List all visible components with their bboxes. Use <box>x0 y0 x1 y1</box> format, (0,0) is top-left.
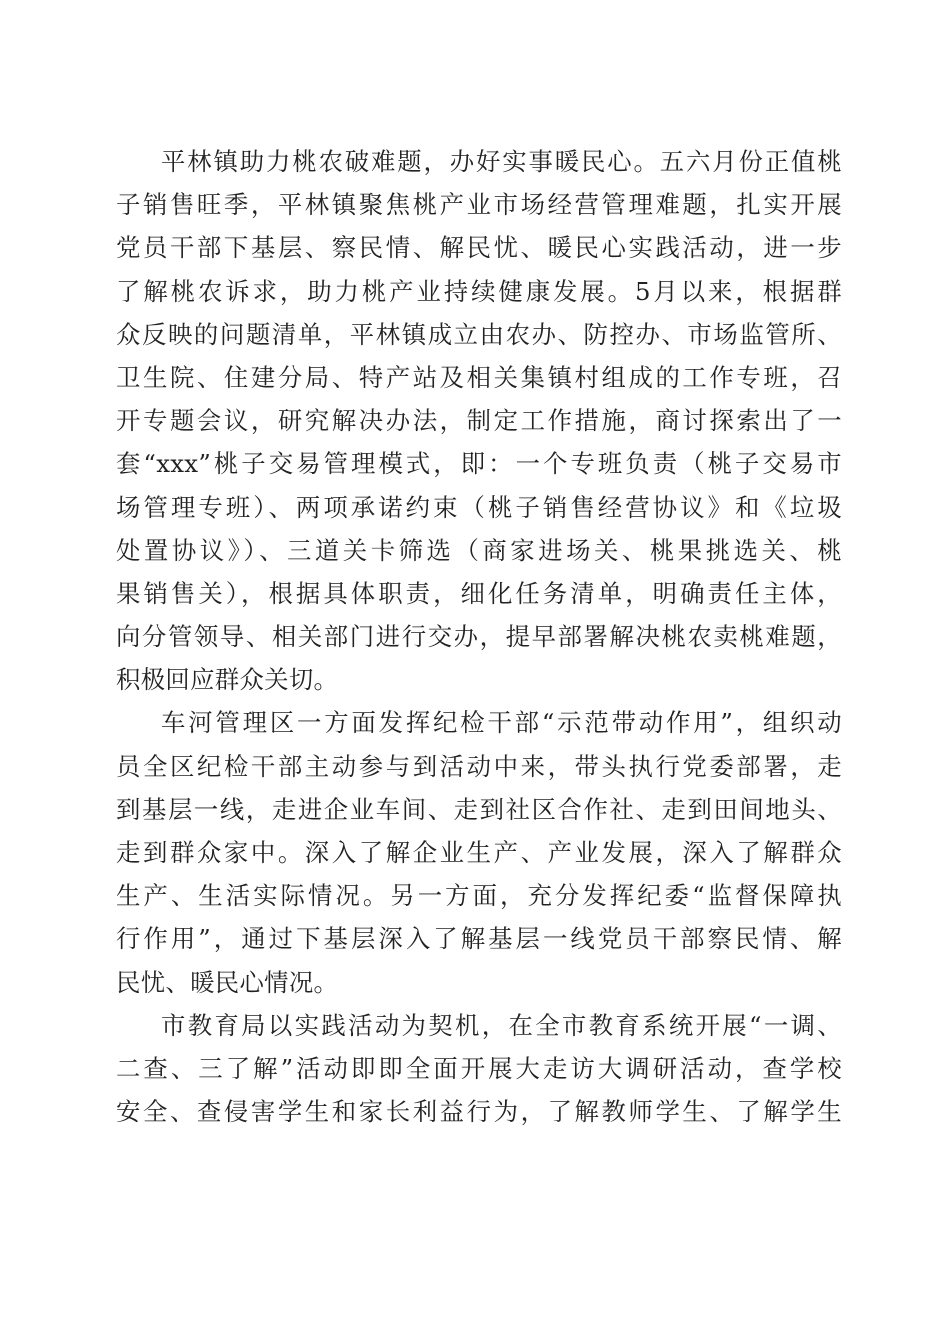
paragraph-line: 众反映的问题清单，平林镇成立由农办、防控办、市场监管所、 <box>116 319 842 349</box>
paragraph-line: 民忧、暖民心情况。 <box>116 967 339 997</box>
paragraph-line: 套“xxx”桃子交易管理模式，即：一个专班负责（桃子交易市 <box>116 449 842 479</box>
paragraph-line: 安全、查侵害学生和家长利益行为，了解教师学生、了解学生 <box>116 1097 842 1127</box>
paragraph-line: 积极回应群众关切。 <box>116 665 339 695</box>
paragraph-line: 开专题会议，研究解决办法，制定工作措施，商讨探索出了一 <box>116 406 842 436</box>
paragraph-line: 走到群众家中。深入了解企业生产、产业发展，深入了解群众 <box>116 838 842 867</box>
paragraph-line: 二查、三了解”活动即即全面开展大走访大调研活动，查学校 <box>116 1053 842 1083</box>
document-body <box>116 140 842 1133</box>
paragraph-line: 卫生院、住建分局、特产站及相关集镇村组成的工作专班，召 <box>116 362 842 392</box>
paragraph-line: 向分管领导、相关部门进行交办，提早部署解决桃农卖桃难题， <box>116 622 842 652</box>
paragraph-line: 场管理专班）、两项承诺约束（桃子销售经营协议》和《垃圾 <box>116 492 842 522</box>
paragraph-line: 党员干部下基层、察民情、解民忧、暖民心实践活动，进一步 <box>116 233 842 263</box>
paragraph-line: 平林镇助力桃农破难题，办好实事暖民心。五六月份正值桃 <box>161 147 842 176</box>
paragraph-line: 子销售旺季，平林镇聚焦桃产业市场经营管理难题，扎实开展 <box>116 190 842 220</box>
paragraph-line: 生产、生活实际情况。另一方面，充分发挥纪委“监督保障执 <box>116 881 842 911</box>
paragraph-line: 市教育局以实践活动为契机，在全市教育系统开展“一调、 <box>161 1010 842 1040</box>
paragraph-line: 行作用”，通过下基层深入了解基层一线党员干部察民情、解 <box>116 924 842 954</box>
paragraph-line: 到基层一线，走进企业车间、走到社区合作社、走到田间地头、 <box>116 794 842 824</box>
paragraph-line: 员全区纪检干部主动参与到活动中来，带头执行党委部署，走 <box>116 751 842 781</box>
paragraph-line: 车河管理区一方面发挥纪检干部“示范带动作用”，组织动 <box>161 708 842 738</box>
paragraph-line: 处置协议》）、三道关卡筛选（商家进场关、桃果挑选关、桃 <box>116 535 842 565</box>
paragraph-line: 果销售关），根据具体职责，细化任务清单，明确责任主体， <box>116 578 842 608</box>
paragraph-line: 了解桃农诉求，助力桃产业持续健康发展。5月以来，根据群 <box>116 276 842 306</box>
